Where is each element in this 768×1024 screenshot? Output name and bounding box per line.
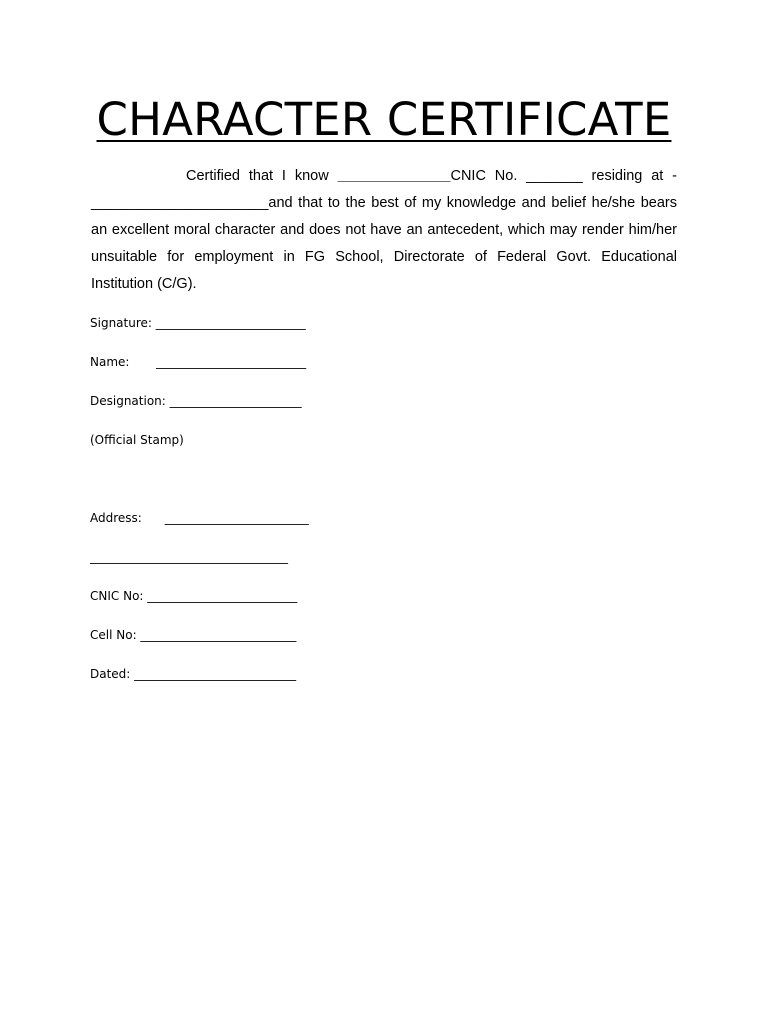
- signature-field: Signature: _________________________: [90, 316, 306, 330]
- page-title: CHARACTER CERTIFICATE: [96, 93, 672, 146]
- certificate-paragraph: [91, 163, 677, 298]
- cell-field: Cell No: __________________________: [90, 628, 297, 642]
- name-blank: ______________: [337, 168, 451, 184]
- paragraph-part-2: CNIC No. _______ residing at - ______________________and that to the best of my knowledge and belief he/she bears an excellent moral character and does not have an antecedent, which may render him/her unsuitable for employment in FG School, Directorate of Federal Govt. Educational Institution (C/G).: [91, 168, 677, 292]
- cnic-field: CNIC No: _________________________: [90, 589, 298, 603]
- official-stamp-label: (Official Stamp): [90, 433, 184, 447]
- address-field: Address: ________________________: [90, 511, 309, 525]
- paragraph-part-1: Certified that I know: [186, 168, 338, 184]
- name-field: Name: _________________________: [90, 355, 307, 369]
- dated-field: Dated: ___________________________: [90, 667, 297, 681]
- address-line-2: _________________________________: [90, 550, 288, 564]
- designation-field: Designation: ______________________: [90, 394, 302, 408]
